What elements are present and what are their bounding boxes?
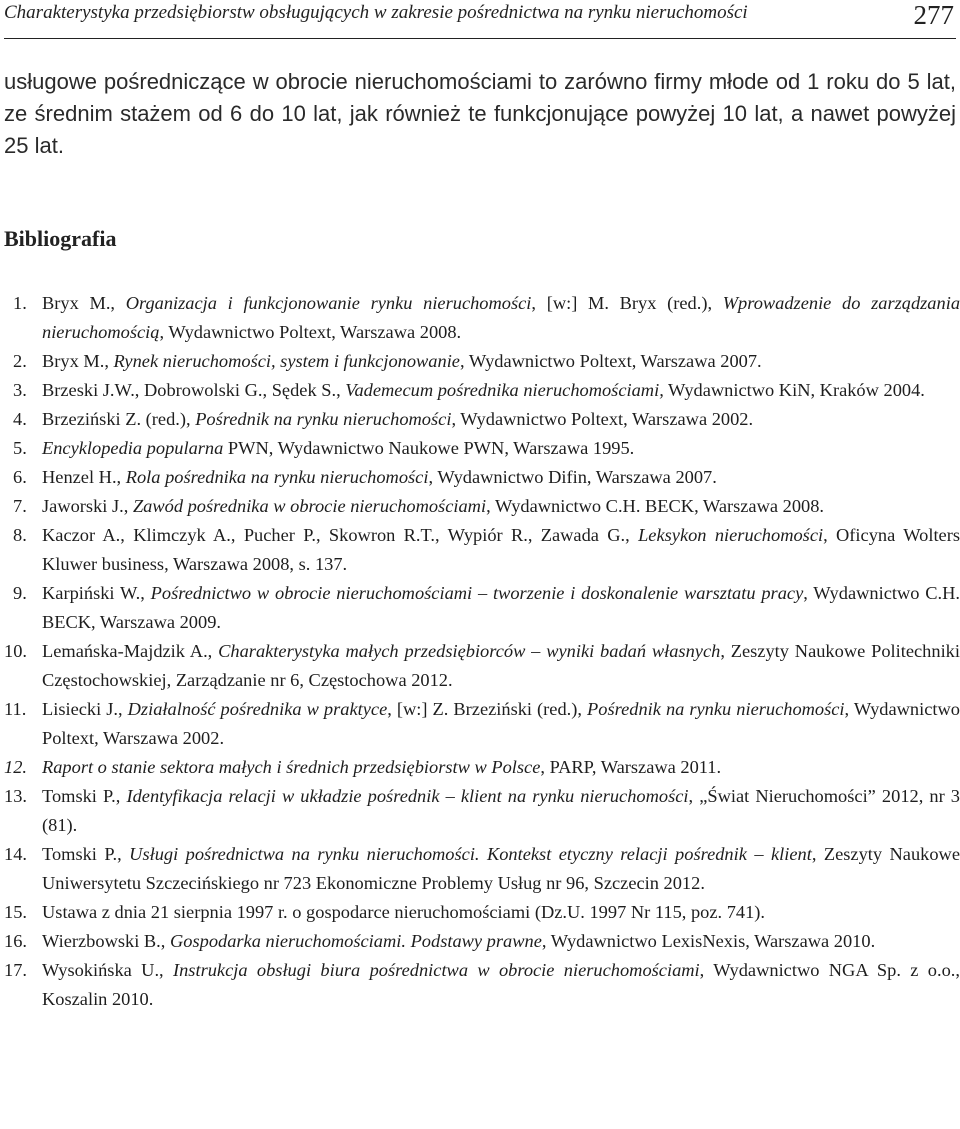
entry-title-italic: Usługi pośrednictwa na rynku nieruchomości. Kontekst etyczny relacji pośrednik – klient <box>129 844 812 864</box>
entry-title-italic: Vademecum pośrednika nieruchomościami, <box>345 380 664 400</box>
entry-number: 7. <box>13 496 27 516</box>
entry-number: 13. <box>4 786 27 806</box>
entry-text: Kaczor A., Klimczyk A., Pucher P., Skowron R.T., Wypiór R., Zawada G., <box>42 525 639 545</box>
entry-number: 17. <box>4 960 27 980</box>
entry-number: 9. <box>13 583 27 603</box>
entry-text: , Oficyna Wolters Kluwer business, Warszawa 2008, s. 137. <box>42 525 960 574</box>
entry-number: 16. <box>4 931 27 951</box>
bibliography-entry <box>4 405 960 434</box>
entry-number: 10. <box>4 641 27 661</box>
bibliography-entry <box>4 695 960 753</box>
entry-number: 4. <box>13 409 27 429</box>
entry-text: Lemańska-Majdzik A., <box>42 641 219 661</box>
entry-text: Bryx M., <box>42 351 114 371</box>
bibliography-entry <box>4 927 960 956</box>
entry-number: 5. <box>13 438 27 458</box>
entry-text: , Wydawnictwo Difin, Warszawa 2007. <box>428 467 717 487</box>
bibliography-entry <box>4 492 960 521</box>
entry-title-italic: Pośrednictwo w obrocie nieruchomościami – tworzenie i doskonalenie warsztatu pracy <box>150 583 804 603</box>
entry-number: 1. <box>13 293 27 313</box>
entry-text: Karpiński W., <box>42 583 151 603</box>
entry-text: , [w:] Z. Brzeziński (red.), <box>387 699 588 719</box>
bibliography-entry <box>4 956 960 1014</box>
bibliography-entry <box>4 289 960 347</box>
entry-title-italic: Rynek nieruchomości, system i funkcjonowanie <box>113 351 460 371</box>
bibliography-entry <box>4 782 960 840</box>
running-title: Charakterystyka przedsiębiorstw obsługujących w zakresie pośrednictwa na rynku nieruchomości <box>4 2 748 23</box>
entry-title-italic: Pośrednik na rynku nieruchomości <box>195 409 452 429</box>
entry-number: 12. <box>4 757 27 777</box>
entry-text: Wysokińska U., <box>42 960 173 980</box>
entry-title-italic: Pośrednik na rynku nieruchomości <box>587 699 845 719</box>
bibliography-entry <box>4 434 960 463</box>
entry-number: 8. <box>13 525 27 545</box>
bibliography-entry <box>4 463 960 492</box>
entry-text: PWN, Wydawnictwo Naukowe PWN, Warszawa 1995. <box>223 438 635 458</box>
entry-text: , Wydawnictwo Poltext, Warszawa 2008. <box>159 322 462 342</box>
entry-text: , [w:] M. Bryx (red.), <box>531 293 723 313</box>
entry-number: 6. <box>13 467 27 487</box>
entry-text: , Zeszyty Naukowe Politechniki Częstochowskiej, Zarządzanie nr 6, Częstochowa 2012. <box>42 641 960 690</box>
entry-text: Tomski P., <box>42 786 127 806</box>
entry-title-italic: Rola pośrednika na rynku nieruchomości <box>125 467 429 487</box>
entry-title-italic: Gospodarka nieruchomościami. Podstawy prawne <box>169 931 542 951</box>
running-header <box>4 0 956 39</box>
entry-text: , Wydawnictwo NGA Sp. z o.o., Koszalin 2010. <box>42 960 960 1009</box>
bibliography-heading: Bibliografia <box>4 226 117 251</box>
page-number: 277 <box>913 0 954 30</box>
entry-title-italic: Działalność pośrednika w praktyce <box>127 699 388 719</box>
entry-text: , Wydawnictwo Poltext, Warszawa 2002. <box>451 409 754 429</box>
entry-text: , Wydawnictwo Poltext, Warszawa 2002. <box>42 699 960 748</box>
entry-number: 15. <box>4 902 27 922</box>
bibliography-entry <box>4 753 960 782</box>
entry-text: , Wydawnictwo C.H. BECK, Warszawa 2009. <box>42 583 960 632</box>
bibliography-entry <box>4 521 960 579</box>
entry-text: , „Świat Nieruchomości” 2012, nr 3 (81). <box>42 786 960 835</box>
entry-text: Bryx M., <box>42 293 126 313</box>
entry-title-italic: Encyklopedia popularna <box>42 438 224 458</box>
entry-text: , PARP, Warszawa 2011. <box>540 757 722 777</box>
entry-title-italic: Identyfikacja relacji w układzie pośrednik – klient na rynku nieruchomości <box>126 786 689 806</box>
entry-title-italic: Wprowadzenie do zarządzania nieruchomością <box>42 293 960 342</box>
entry-number: 11. <box>4 699 27 719</box>
bibliography-entry <box>4 840 960 898</box>
entry-text: Wydawnictwo KiN, Kraków 2004. <box>663 380 925 400</box>
entry-text: , Wydawnictwo LexisNexis, Warszawa 2010. <box>541 931 876 951</box>
entry-text: Ustawa z dnia 21 sierpnia 1997 r. o gospodarce nieruchomościami (Dz.U. 1997 Nr 115, poz. 741). <box>42 902 766 922</box>
entry-text: , Wydawnictwo Poltext, Warszawa 2007. <box>459 351 762 371</box>
bibliography-entry <box>4 898 960 927</box>
entry-text: Brzeski J.W., Dobrowolski G., Sędek S., <box>42 380 346 400</box>
entry-text: Brzeziński Z. (red.), <box>42 409 196 429</box>
bibliography-entry <box>4 579 960 637</box>
bibliography-list <box>4 289 960 1014</box>
entry-title-italic: Instrukcja obsługi biura pośrednictwa w obrocie nieruchomościami <box>172 960 700 980</box>
entry-text: Lisiecki J., <box>42 699 128 719</box>
entry-text: Henzel H., <box>42 467 126 487</box>
bibliography-entry <box>4 376 960 405</box>
entry-number: 14. <box>4 844 27 864</box>
entry-text: Jaworski J., <box>42 496 133 516</box>
entry-title-italic: Charakterystyka małych przedsiębiorców – wyniki badań własnych <box>218 641 721 661</box>
entry-text: Tomski P., <box>42 844 130 864</box>
bibliography-entry <box>4 637 960 695</box>
entry-title-italic: Raport o stanie sektora małych i średnich przedsiębiorstw w Polsce <box>42 757 541 777</box>
entry-title-italic: Zawód pośrednika w obrocie nieruchomościami <box>132 496 487 516</box>
entry-number: 2. <box>13 351 27 371</box>
entry-text: Wierzbowski B., <box>42 931 170 951</box>
entry-number: 3. <box>13 380 27 400</box>
entry-title-italic: Leksykon nieruchomości <box>638 525 824 545</box>
entry-text: , Zeszyty Naukowe Uniwersytetu Szczecińskiego nr 723 Ekonomiczne Problemy Usług nr 96, Szczecin 2012. <box>42 844 960 893</box>
bibliography-entry <box>4 347 960 376</box>
body-paragraph: usługowe pośredniczące w obrocie nieruchomościami to zarówno firmy młode od 1 roku do 5 lat, ze średnim stażem od 6 do 10 lat, jak również te funkcjonujące powyżej 10 lat, a nawet powyżej 25 lat. <box>4 69 956 158</box>
entry-text: , Wydawnictwo C.H. BECK, Warszawa 2008. <box>486 496 825 516</box>
entry-title-italic: Organizacja i funkcjonowanie rynku nieruchomości <box>125 293 532 313</box>
